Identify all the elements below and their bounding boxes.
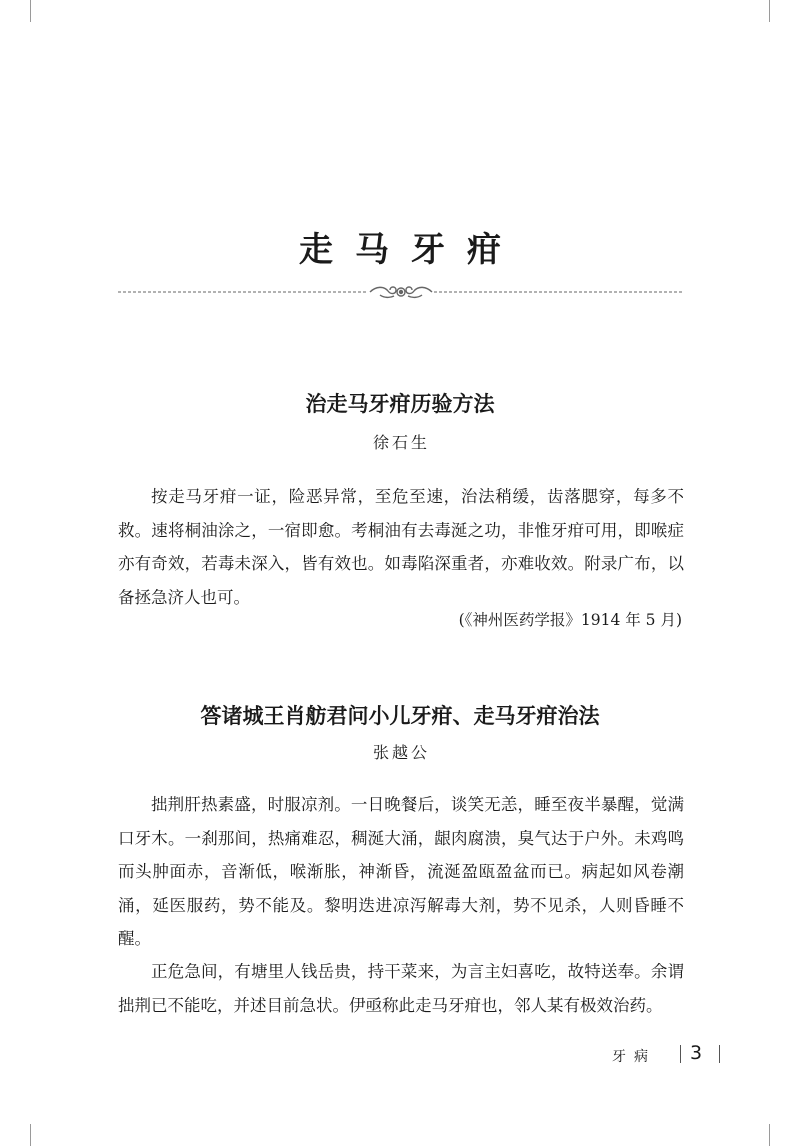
footer-section-label: 牙病 [612,1049,656,1065]
article-2-paragraph: 正危急间，有塘里人钱岳贵，持干菜来，为言主妇喜吃，故特送奉。余谓拙荆已不能吃，并述目前急状。伊亟称此走马牙疳也，邻人某有极效治药。 [118,962,684,1015]
footer-separator [719,1045,720,1063]
article-2-title: 答诸城王肖舫君问小儿牙疳、走马牙疳治法 [200,704,600,728]
article-1-paragraph: 按走马牙疳一证，险恶异常，至危至速，治法稍缓，齿落腮穿，每多不救。速将桐油涂之，一宿即愈。考桐油有去毒涎之功，非惟牙疳可用，即喉症亦有奇效，若毒未深入，皆有效也。如毒陷深重者，亦难收效。附录广布，以备拯急济人也可。 [118,487,684,607]
article-1-author: 徐石生 [372,433,430,452]
crop-mark-top-left [30,0,31,22]
article-1-source: (《神州医药学报》1914 年 5 月) [458,611,682,629]
article-2-author: 张越公 [372,743,430,762]
footer-separator [680,1045,681,1063]
crop-mark-top-right [769,0,770,22]
page-number: 3 [690,1042,703,1064]
ornamental-divider [118,280,684,304]
article-1-title: 治走马牙疳历验方法 [305,392,495,416]
chapter-title: 走马牙疳 [299,230,523,270]
crop-mark-bottom-right [769,1124,770,1146]
crop-mark-bottom-left [30,1124,31,1146]
article-2-paragraph: 拙荆肝热素盛，时服凉剂。一日晚餐后，谈笑无恙，睡至夜半暴醒，觉满口牙木。一刹那间，热痛难忍，稠涎大涌，龈肉腐溃，臭气达于户外。未鸡鸣而头肿面赤，音渐低，喉渐胀，神渐昏，流涎盈瓯盈盆而已。病起如风卷潮涌，延医服药，势不能及。黎明迭进凉泻解毒大剂，势不见杀，人则昏睡不醒。 [118,795,684,948]
